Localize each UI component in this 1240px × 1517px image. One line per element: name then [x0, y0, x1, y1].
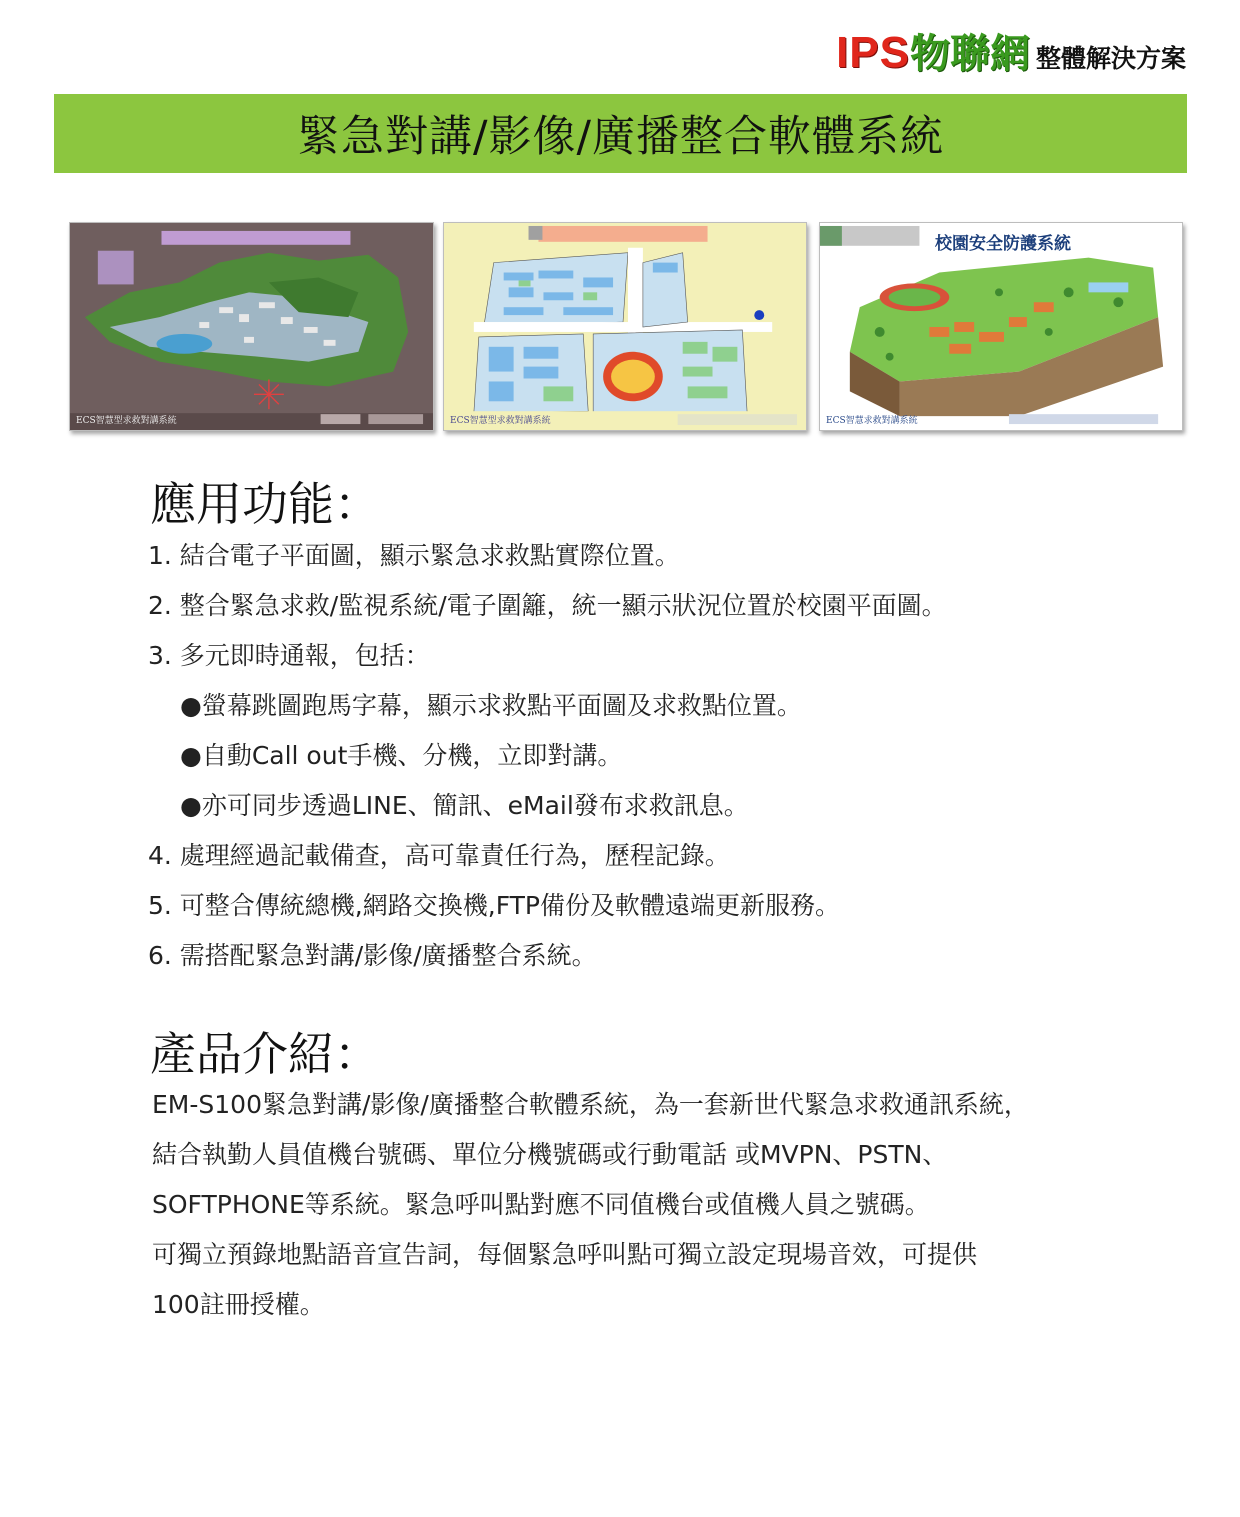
intro-line: 100註冊授權。 [152, 1290, 325, 1319]
feature-item: 5. 可整合傳統總機,網路交換機,FTP備份及軟體遠端更新服務。 [148, 891, 840, 920]
intro-line: 可獨立預錄地點語音宣告詞，每個緊急呼叫點可獨立設定現場音效，可提供 [152, 1240, 978, 1269]
page-title: 緊急對講/影像/廣播整合軟體系統 [297, 112, 944, 162]
brand-ips: IPS [836, 28, 910, 77]
campus-floor-plan-image [443, 222, 807, 431]
feature-subitem: ●亦可同步透過LINE、簡訊、eMail發布求救訊息。 [180, 791, 749, 820]
feature-item: 1. 結合電子平面圖，顯示緊急求救點實際位置。 [148, 541, 680, 570]
feature-item: 4. 處理經過記載備查，高可靠責任行為，歷程記錄。 [148, 841, 730, 870]
brand-solution: 整體解決方案 [1035, 44, 1186, 73]
feature-item: 6. 需搭配緊急對講/影像/廣播整合系統。 [148, 941, 597, 970]
intro-line: SOFTPHONE等系統。緊急呼叫點對應不同值機台或值機人員之號碼。 [152, 1190, 930, 1219]
photo3-title: 校園安全防護系統 [935, 234, 1071, 254]
title-banner [54, 94, 1187, 173]
campus-security-3d-image [819, 222, 1183, 431]
intro-heading: 產品介紹： [150, 1027, 380, 1081]
feature-subitem: ●螢幕跳圖跑馬字幕，顯示求救點平面圖及求救點位置。 [180, 691, 802, 720]
photo2-caption: ECS智慧型求救對講系統 [450, 416, 551, 426]
brand-logo [836, 22, 1186, 79]
photo1-caption: ECS智慧型求救對講系統 [76, 416, 177, 426]
intro-line: EM-S100緊急對講/影像/廣播整合軟體系統，為一套新世代緊急求救通訊系統， [152, 1090, 1029, 1119]
feature-item: 3. 多元即時通報，包括： [148, 641, 430, 670]
feature-item: 2. 整合緊急求救/監視系統/電子圍籬，統一顯示狀況位置於校園平面圖。 [148, 591, 947, 620]
feature-subitem: ●自動Call out手機、分機，立即對講。 [180, 741, 623, 770]
brand-iot: 物聯網 [909, 31, 1030, 77]
photo3-caption: ECS智慧求救對講系統 [826, 416, 918, 426]
campus-aerial-map-image [69, 222, 434, 431]
intro-line: 結合執勤人員值機台號碼、單位分機號碼或行動電話 或MVPN、PSTN、 [152, 1140, 948, 1169]
features-heading: 應用功能： [150, 477, 380, 531]
